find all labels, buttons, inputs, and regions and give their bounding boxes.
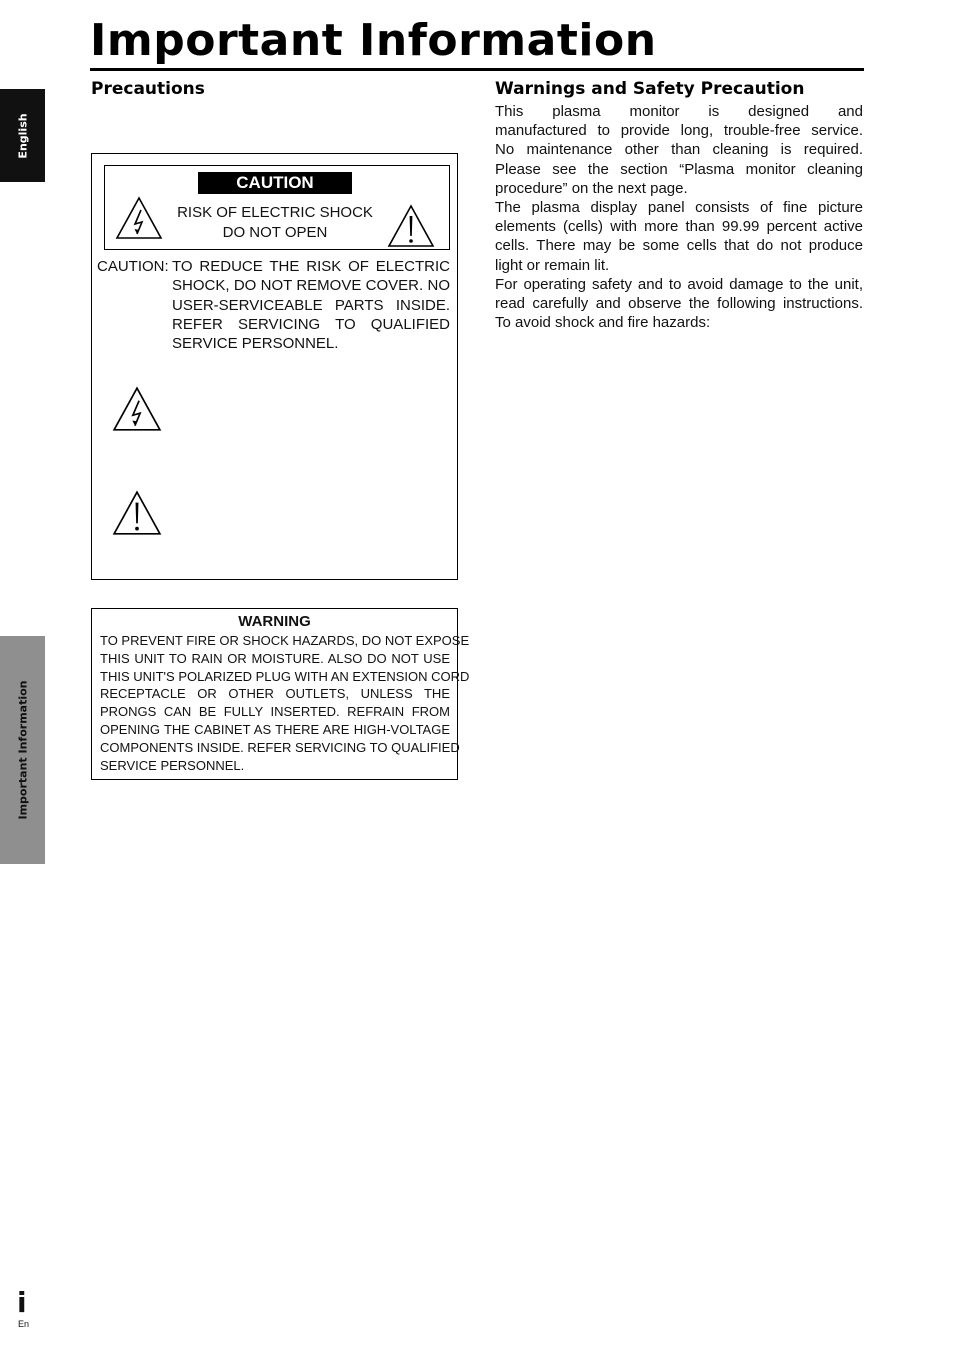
warning-body-line: COMPONENTS INSIDE. REFER SERVICING TO QUALIFIED — [100, 739, 460, 755]
side-tab-important-information[interactable] — [0, 636, 45, 864]
warning-body-line: OPENING THE CABINET AS THERE ARE HIGH-VOLTAGE — [100, 721, 450, 737]
lightning-warning-icon — [115, 196, 163, 240]
caution-body — [172, 257, 450, 353]
caution-prefix: CAUTION: — [97, 258, 169, 275]
warning-body-line: TO PREVENT FIRE OR SHOCK HAZARDS, DO NOT EXPOSE — [100, 633, 470, 648]
caution-badge: CAUTION — [198, 172, 352, 194]
safety-line: manufactured to provide long, trouble-free service. — [495, 122, 863, 140]
safety-line: For operating safety and to avoid damage to the unit, — [495, 275, 863, 293]
safety-line: elements (cells) with more than 99.99 percent active — [495, 218, 863, 236]
page-title: Important Information — [90, 15, 657, 66]
safety-line: procedure” on the next page. — [495, 179, 688, 197]
safety-heading: Warnings and Safety Precaution — [495, 79, 805, 99]
safety-line: The plasma display panel consists of fine picture — [495, 199, 863, 217]
warning-body-line: PRONGS CAN BE FULLY INSERTED. REFRAIN FROM — [100, 704, 450, 720]
risk-line: DO NOT OPEN — [222, 224, 328, 241]
warning-body — [100, 632, 470, 774]
safety-line: Please see the section “Plasma monitor cleaning — [495, 160, 863, 178]
side-tab-english-label: English — [16, 112, 29, 159]
warning-body-line: THIS UNIT TO RAIN OR MOISTURE. ALSO DO NOT USE — [100, 650, 450, 666]
lightning-warning-icon — [112, 386, 162, 432]
warning-body-line: SERVICE PERSONNEL. — [100, 757, 245, 773]
caution-box — [91, 153, 458, 580]
risk-of-electric-shock-text — [161, 203, 389, 243]
safety-line: To avoid shock and fire hazards: — [495, 314, 711, 332]
safety-line: read carefully and observe the following instructions. — [495, 295, 863, 313]
exclamation-warning-icon — [387, 204, 435, 248]
safety-line: No maintenance other than cleaning is required. — [495, 141, 863, 159]
warning-body-line: RECEPTACLE OR OTHER OUTLETS, UNLESS THE — [100, 686, 450, 702]
title-rule — [90, 68, 864, 71]
warning-box — [91, 608, 470, 780]
page-number: i — [17, 1286, 27, 1319]
caution-body-line: SERVICE PERSONNEL. — [172, 335, 339, 353]
caution-body-line: USER-SERVICEABLE PARTS INSIDE. — [172, 296, 450, 314]
caution-body-line: REFER SERVICING TO QUALIFIED — [172, 315, 450, 333]
precautions-heading: Precautions — [91, 79, 205, 99]
caution-body-line: TO REDUCE THE RISK OF ELECTRIC — [172, 258, 450, 275]
safety-line: light or remain lit. — [495, 256, 610, 274]
caution-body-line: SHOCK, DO NOT REMOVE COVER. NO — [172, 277, 450, 295]
safety-body — [495, 102, 863, 332]
page-language: En — [18, 1319, 30, 1329]
safety-line: This plasma monitor is designed and — [495, 103, 863, 120]
exclamation-warning-icon — [112, 490, 162, 536]
risk-line: RISK OF ELECTRIC SHOCK — [177, 204, 373, 221]
warning-heading: WARNING — [238, 613, 311, 630]
safety-line: cells. There may be some cells that do not produce — [495, 237, 863, 255]
side-tab-important-information-label: Important Information — [16, 680, 29, 820]
warning-body-line: THIS UNIT'S POLARIZED PLUG WITH AN EXTENSION CORD — [100, 668, 470, 684]
side-tab-english[interactable] — [0, 89, 45, 182]
caution-label-box — [104, 165, 450, 250]
